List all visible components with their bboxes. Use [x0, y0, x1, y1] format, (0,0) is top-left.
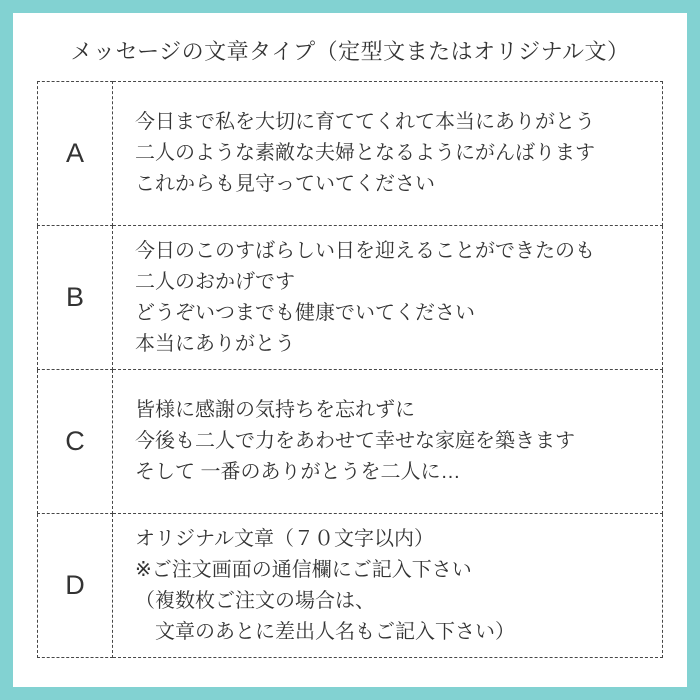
- message-line: 二人のような素敵な夫婦となるようにがんばります: [135, 142, 595, 164]
- message-type-table: [37, 81, 663, 658]
- table-row-c: [38, 370, 663, 514]
- table-row-d: [38, 514, 663, 658]
- row-label-b: B: [38, 226, 113, 370]
- row-content-b: [113, 226, 663, 370]
- message-line: 本当にありがとう: [135, 332, 295, 355]
- row-label-c: C: [38, 370, 113, 514]
- table-row-b: [38, 226, 663, 370]
- message-line: そして 一番のありがとうを二人に…: [135, 461, 461, 483]
- message-line: ※ご注文画面の通信欄にご記入下さい: [135, 558, 472, 581]
- message-line: 皆様に感謝の気持ちを忘れずに: [135, 399, 415, 421]
- message-line: 二人のおかげです: [135, 270, 295, 293]
- table-row-a: [38, 82, 663, 226]
- message-line: オリジナル文章（７０文字以内）: [135, 527, 434, 550]
- message-line: これからも見守っていてください: [135, 173, 435, 195]
- row-label-d: D: [38, 514, 113, 658]
- page-title: メッセージの文章タイプ（定型文またはオリジナル文）: [70, 39, 630, 64]
- message-line: 文章のあとに差出人名もご記入下さい）: [135, 620, 515, 643]
- message-line: 今日まで私を大切に育ててくれて本当にありがとう: [135, 111, 595, 133]
- row-label-a: A: [38, 82, 113, 226]
- message-line: 今日のこのすばらしい日を迎えることができたのも: [135, 239, 595, 262]
- message-line: （複数枚ご注文の場合は、: [135, 589, 375, 612]
- row-content-d: [113, 514, 663, 658]
- row-content-c: [113, 370, 663, 514]
- row-content-a: [113, 82, 663, 226]
- message-line: 今後も二人で力をあわせて幸せな家庭を築きます: [135, 430, 575, 452]
- message-line: どうぞいつまでも健康でいてください: [135, 301, 475, 324]
